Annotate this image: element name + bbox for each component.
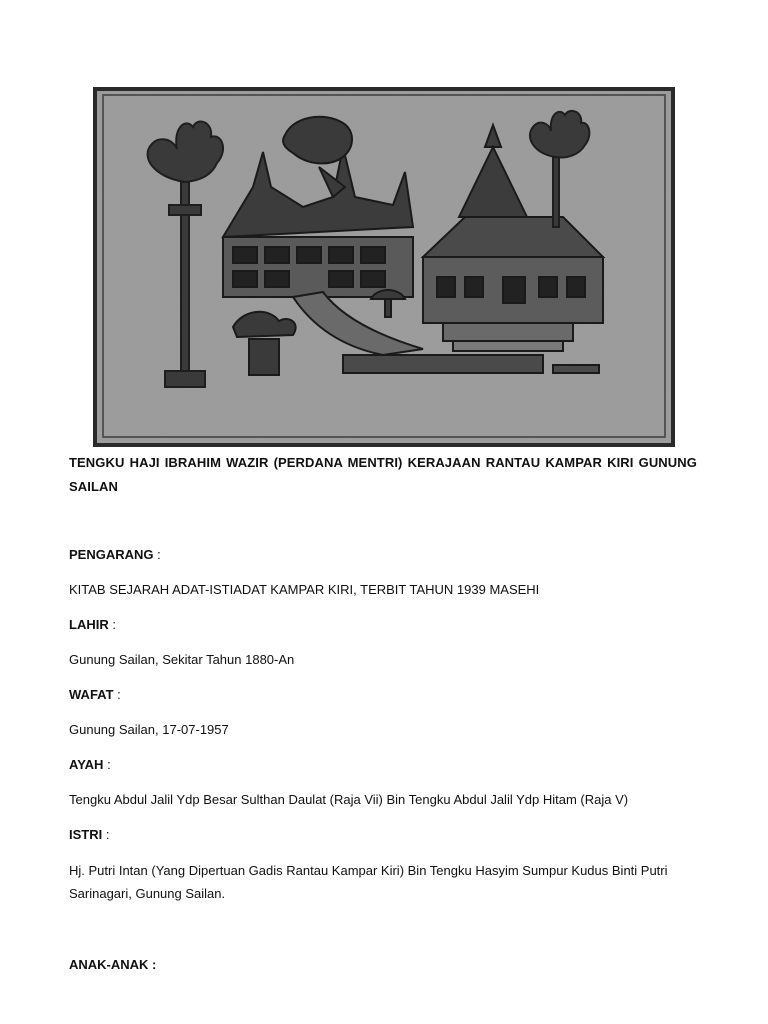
anak-anak-label-text: ANAK-ANAK — [69, 957, 149, 972]
lahir-label-text: LAHIR — [69, 617, 109, 632]
wafat-label — [69, 686, 121, 704]
anak-anak-colon: : — [148, 957, 157, 972]
istri-label — [69, 826, 109, 844]
lahir-value: Gunung Sailan, Sekitar Tahun 1880-An — [69, 652, 295, 667]
lahir-colon: : — [108, 617, 116, 632]
lahir-label — [69, 616, 116, 634]
istri-label-text: ISTRI — [69, 827, 103, 842]
anak-anak-label — [69, 956, 156, 974]
ayah-label-text: AYAH — [69, 757, 104, 772]
document-title: TENGKU HAJI IBRAHIM WAZIR (PERDANA MENTRI) KERAJAAN RANTAU KAMPAR KIRI GUNUNG SAILAN — [69, 455, 697, 494]
pengarang-value: KITAB SEJARAH ADAT-ISTIADAT KAMPAR KIRI, TERBIT TAHUN 1939 MASEHI — [69, 582, 540, 597]
ayah-value: Tengku Abdul Jalil Ydp Besar Sulthan Daulat (Raja Vii) Bin Tengku Abdul Jalil Ydp Hitam (Raja V) — [69, 792, 629, 807]
pengarang-colon: : — [153, 547, 161, 562]
ayah-label — [69, 756, 111, 774]
wafat-colon: : — [113, 687, 121, 702]
relief-illustration — [93, 87, 675, 447]
pengarang-label — [69, 546, 161, 564]
carved-relief-image — [93, 87, 675, 447]
pengarang-label-text: PENGARANG — [69, 547, 154, 562]
istri-value: Hj. Putri Intan (Yang Dipertuan Gadis Rantau Kampar Kiri) Bin Tengku Hasyim Sumpur Kudus Binti Putri Sarinagari, Gunung Sailan. — [69, 863, 668, 901]
wafat-value: Gunung Sailan, 17-07-1957 — [69, 722, 229, 737]
wafat-label-text: WAFAT — [69, 687, 114, 702]
istri-colon: : — [102, 827, 110, 842]
ayah-colon: : — [103, 757, 111, 772]
